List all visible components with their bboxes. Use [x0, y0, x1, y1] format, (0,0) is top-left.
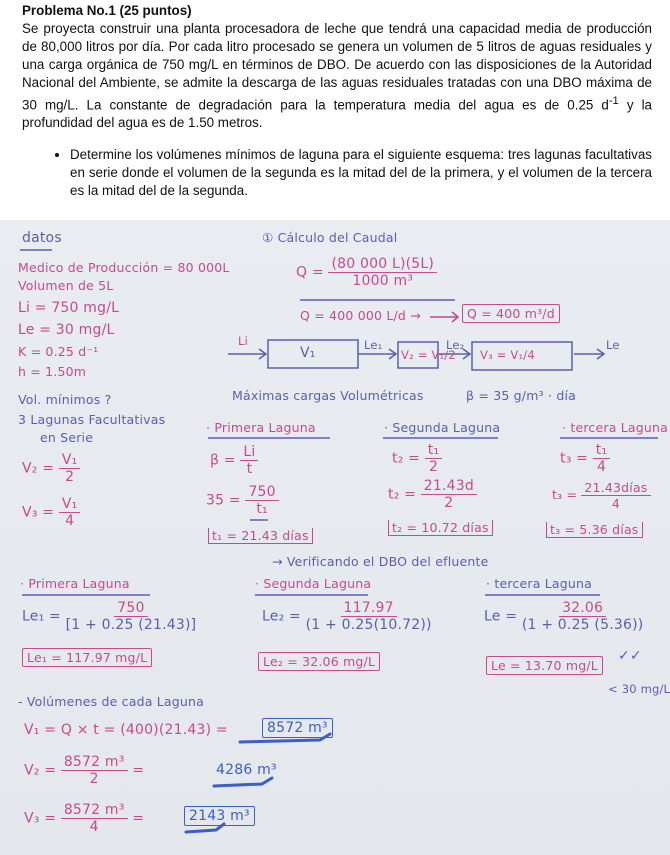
vols-v1-line: V₁ = Q × t = (400)(21.43) =	[24, 722, 228, 738]
lag1-title: · Primera Laguna	[206, 420, 316, 435]
e2-result: Le₂ = 32.06 mg/L	[258, 654, 380, 669]
scheme-v2: V₂ = V₁/2	[401, 348, 456, 362]
caudal-title: ① Cálculo del Caudal	[262, 230, 398, 245]
check-icon: ✓✓	[618, 648, 642, 664]
scheme-le: Le	[606, 338, 620, 352]
e1-formula: Le₁ = $\frac{750}{[1 + 0.25 (21.43)]}$	[22, 600, 197, 633]
task-list	[22, 146, 652, 200]
e3-formula: Le = $\frac{32.06}{(1 + 0.25 (5.36))}$	[484, 600, 644, 633]
vols-v2-result: 4286 m³	[216, 762, 277, 778]
problem-title: Problema No.1 (25 puntos)	[22, 3, 192, 18]
cargas-title: Máximas cargas Volumétricas	[232, 388, 424, 403]
vols-v1-result: 8572 m³	[262, 720, 333, 736]
vols-v3-line: V₃ = $\frac{\text{8572 m³}}{4}$ =	[24, 802, 145, 835]
e3-note: < 30 mg/L	[608, 682, 670, 696]
handwritten-notes	[0, 220, 670, 855]
lag3-sub: t₃ = $\frac{\text{21.43días}}{4}$	[552, 480, 651, 511]
e1-result: Le₁ = 117.97 mg/L	[22, 650, 152, 665]
e2-title: · Segunda Laguna	[255, 576, 372, 591]
cargas-beta: β = 35 g/m³ · día	[466, 388, 576, 403]
datos-le: Le = 30 mg/L	[18, 322, 115, 338]
problem-statement	[22, 2, 652, 200]
caudal-formula: Q = $\frac{(80 000 L)(5L)}{\text{1000 m³}}$	[296, 256, 437, 289]
task-item: • Determine los volúmenes mínimos de laguna para el siguiente esquema: tres lagunas facultativas en serie donde el volumen de la segunda es la mitad del de la primera, y el volumen de la tercera es la mitad del de la segunda.	[70, 146, 652, 200]
lag2-formula: t₂ = $\frac{\text{t₁}}{2}$	[392, 442, 442, 475]
vols-v3-result: 2143 m³	[184, 808, 255, 824]
scheme-v1: V₁	[300, 345, 316, 361]
e1-title: · Primera Laguna	[20, 576, 130, 591]
datos-heading: datos	[22, 230, 62, 246]
lag3-title: · tercera Laguna	[562, 420, 669, 435]
caudal-result: Q = 400 m³/d	[462, 306, 560, 321]
lag2-sub: t₂ = $\frac{21.43d}{2}$	[388, 478, 477, 511]
datos-volume: Volumen de 5L	[18, 278, 114, 293]
problem-text: Se proyecta construir una planta procesadora de leche que tendrá una capacidad media de producción de 80,000 litros por día. Por cada litro procesado se genera un volumen de 5 litros de aguas residuales y una carga orgánica de 750 mg/L en términos de DBO. De acuerdo con las disposiciones de la Autoridad Nacional del Ambiente, se admite la descarga de las aguas residuales tratadas con una DBO máxima de 30 mg/L. La constante de degradación para la temperatura media del agua es de 0.25 $d^{-1}$ y la profundidad del agua es de 1.50 metros.	[22, 21, 652, 131]
lag3-formula: t₃ = $\frac{\text{t₁}}{4}$	[560, 442, 610, 475]
datos-k: K = 0.25 d⁻¹	[18, 344, 99, 359]
lag1-sub: 35 = $\frac{750}{\text{t₁}}$	[206, 484, 279, 517]
datos-vol-min: Vol. mínimos ?	[18, 392, 112, 407]
scheme-v3: V₃ = V₁/4	[480, 348, 535, 362]
vols-title: - Volúmenes de cada Laguna	[18, 694, 205, 709]
datos-h: h = 1.50m	[18, 364, 87, 379]
scheme-li: Li	[238, 334, 249, 348]
datos-v2-relation: V₂ = $\frac{\text{V₁}}{2}$	[22, 452, 80, 485]
lag2-result: t₂ = 10.72 días	[388, 520, 493, 535]
lag3-result: t₃ = 5.36 días	[546, 522, 643, 537]
datos-lagunas: 3 Lagunas Facultativas	[18, 412, 166, 427]
verif-title: → Verificando el DBO del efluente	[272, 554, 489, 569]
lag1-result: t₁ = 21.43 días	[208, 528, 313, 543]
e3-title: · tercera Laguna	[486, 576, 593, 591]
caudal-line: Q = 400 000 L/d →	[300, 308, 421, 323]
datos-production: Medico de Producción = 80 000L	[18, 260, 230, 275]
datos-v3-relation: V₃ = $\frac{\text{V₁}}{4}$	[22, 496, 80, 529]
lag1-formula: β = $\frac{Li}{t}$	[210, 444, 258, 477]
datos-li: Li = 750 mg/L	[18, 300, 120, 316]
scheme-le2: Le₂	[446, 338, 465, 352]
scheme-le1: Le₁	[364, 338, 383, 352]
vols-v2-line: V₂ = $\frac{\text{8572 m³}}{2}$ =	[24, 754, 145, 787]
e3-result: Le = 13.70 mg/L	[486, 658, 603, 673]
datos-serie: en Serie	[40, 430, 94, 445]
e2-formula: Le₂ = $\frac{117.97}{(1 + 0.25(10.72))}$	[262, 600, 432, 633]
lag2-title: · Segunda Laguna	[384, 420, 501, 435]
